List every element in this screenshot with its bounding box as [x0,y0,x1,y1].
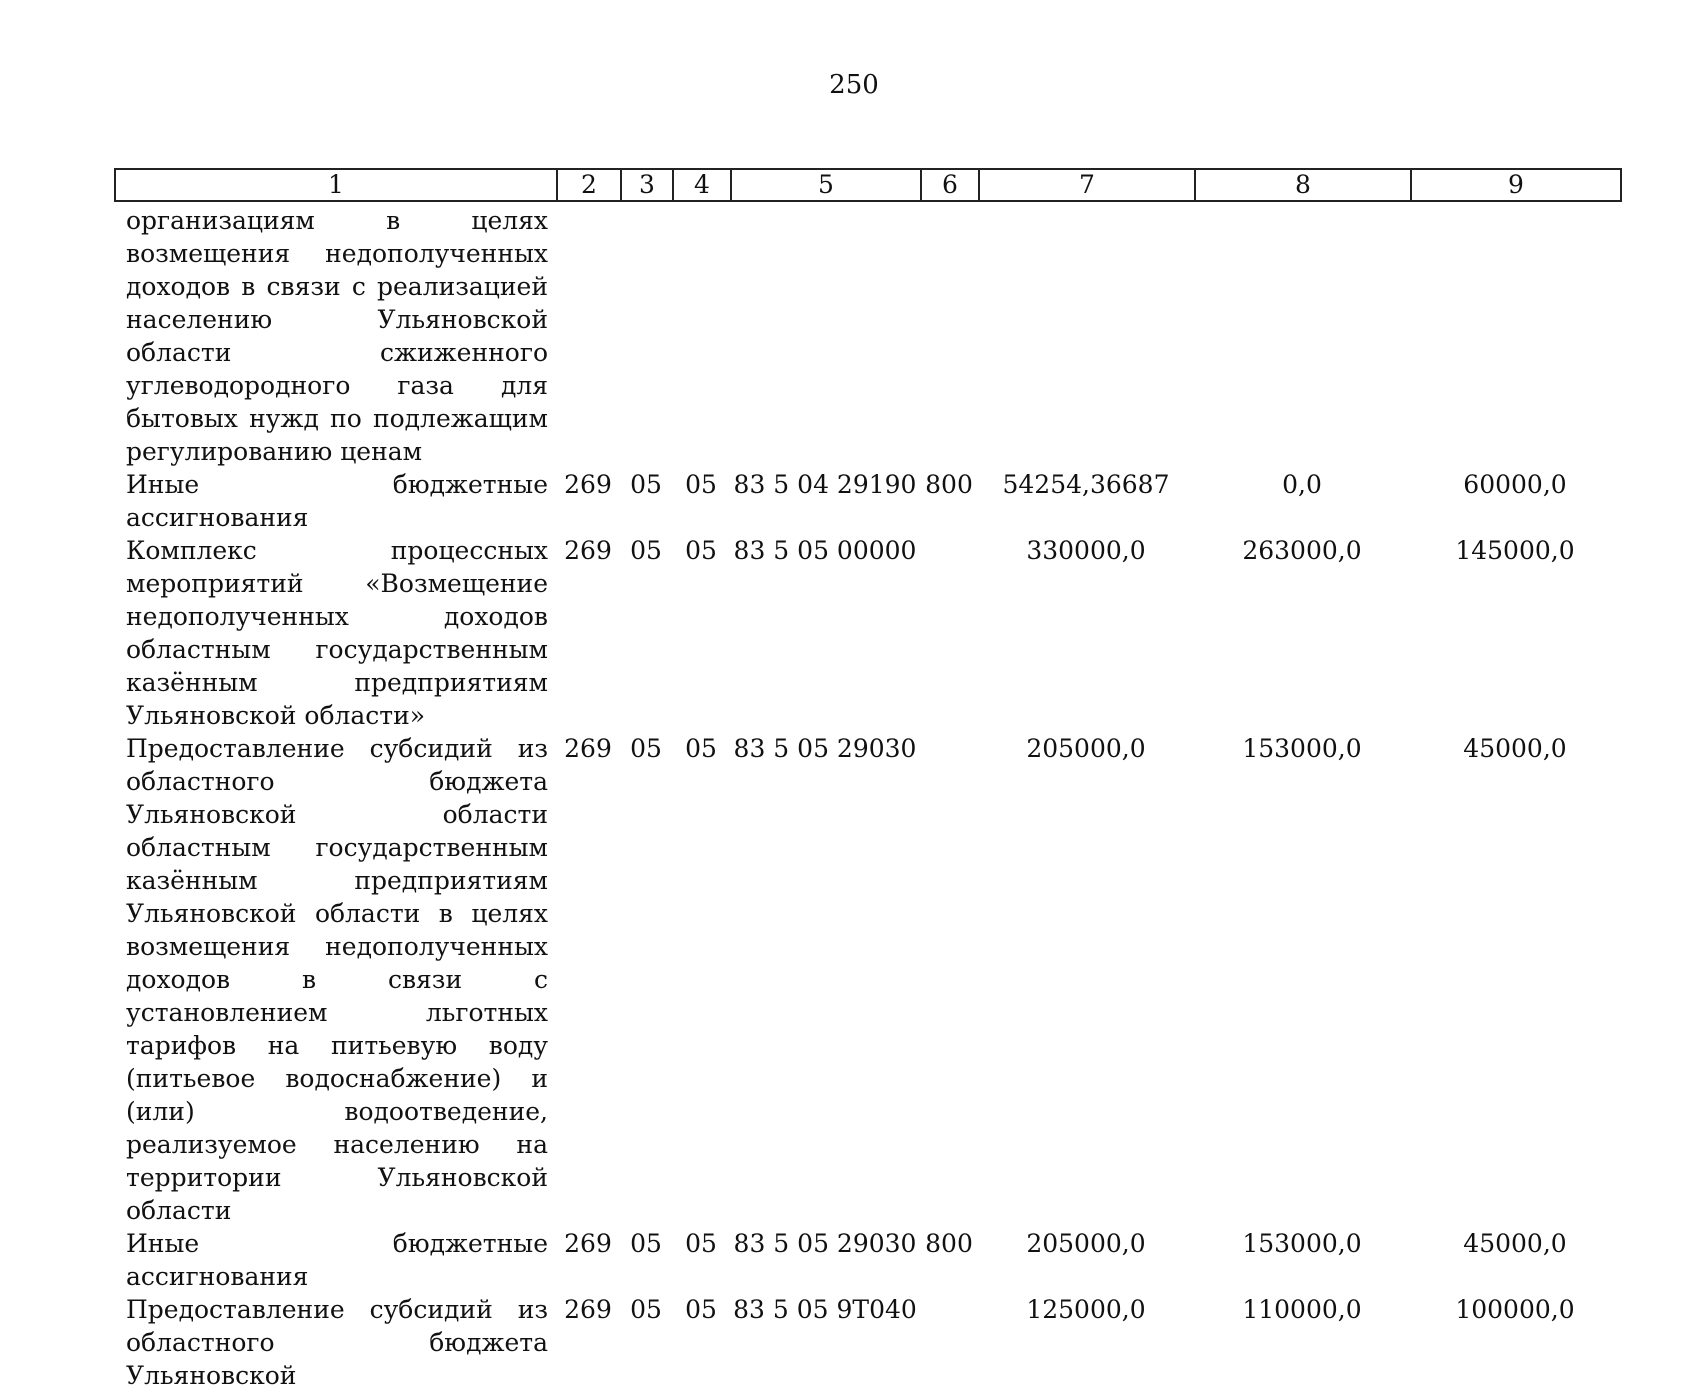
row-amount-year-3: 45000,0 [1463,734,1567,763]
table-row [114,468,1620,534]
row-ministry-code: 269 [564,536,612,565]
row-amount-year-2: 153000,0 [1242,1229,1362,1258]
table-row [114,1293,1620,1392]
header-col-3: 3 [621,169,673,201]
row-amount-year-3: 100000,0 [1455,1295,1575,1324]
row-expense-type: 800 [925,1229,973,1258]
header-col-5: 5 [731,169,921,201]
row-expense-type: 800 [925,470,973,499]
row-subsection: 05 [685,1229,717,1258]
row-description: Иные бюджетные ассигнования [126,1229,548,1291]
row-subsection: 05 [685,536,717,565]
header-col-4: 4 [673,169,731,201]
row-amount-year-1 [978,204,1194,468]
row-expense-type [920,732,978,1227]
row-section: 05 [630,536,662,565]
table-row [114,1227,1620,1293]
row-amount-year-3 [1410,204,1620,468]
row-amount-year-2: 153000,0 [1242,734,1362,763]
row-ministry-code: 269 [564,734,612,763]
header-col-2: 2 [557,169,621,201]
page-number: 250 [829,70,879,100]
row-target-article [730,204,920,468]
row-subsection: 05 [685,470,717,499]
row-amount-year-3: 45000,0 [1463,1229,1567,1258]
row-description: Предоставление субсидий из областного бюджета Ульяновской области областным государственным казённым предприятиям Ульяновской области в целях возмещения недополученных доходов в связи с установлением льготных тарифов на питьевую воду (питьевое водоснабжение) и (или) водоотведение, реализуемое населению на территории Ульяновской области [126,734,548,1225]
row-subsection [672,204,730,468]
header-col-1: 1 [115,169,557,201]
row-ministry-code: 269 [564,470,612,499]
row-amount-year-1: 330000,0 [1026,536,1146,565]
row-section [620,204,672,468]
row-amount-year-2: 110000,0 [1242,1295,1362,1324]
table-row [114,732,1620,1227]
row-amount-year-2: 263000,0 [1242,536,1362,565]
row-ministry-code [556,204,620,468]
row-target-article: 83 5 05 00000 [733,536,917,565]
row-amount-year-1: 125000,0 [1026,1295,1146,1324]
row-description: организациям в целях возмещения недополученных доходов в связи с реализацией населению Ульяновской области сжиженного углеводородного газа для бытовых нужд по подлежащим регулированию ценам [126,206,548,466]
row-subsection: 05 [685,1295,717,1324]
header-col-8: 8 [1195,169,1411,201]
row-section: 05 [630,470,662,499]
row-ministry-code: 269 [564,1295,612,1324]
row-target-article: 83 5 04 29190 [733,470,917,499]
row-amount-year-1: 205000,0 [1026,734,1146,763]
row-expense-type [920,534,978,732]
header-col-7: 7 [979,169,1195,201]
row-expense-type [920,204,978,468]
row-target-article: 83 5 05 29030 [733,734,917,763]
table-row [114,534,1620,732]
column-header-table [114,168,1622,202]
row-section: 05 [630,1295,662,1324]
row-subsection: 05 [685,734,717,763]
row-expense-type [920,1293,978,1392]
row-amount-year-1: 205000,0 [1026,1229,1146,1258]
row-amount-year-2: 0,0 [1282,470,1322,499]
row-amount-year-3: 145000,0 [1455,536,1575,565]
row-section: 05 [630,1229,662,1258]
row-description: Предоставление субсидий из областного бюджета Ульяновской [126,1295,548,1390]
header-row [115,169,1621,201]
row-target-article: 83 5 05 29030 [733,1229,917,1258]
row-description: Иные бюджетные ассигнования [126,470,548,532]
table-row [114,204,1620,468]
row-ministry-code: 269 [564,1229,612,1258]
budget-table-body [114,204,1620,1392]
row-amount-year-2 [1194,204,1410,468]
header-col-6: 6 [921,169,979,201]
row-amount-year-1: 54254,36687 [1002,470,1170,499]
row-amount-year-3: 60000,0 [1463,470,1567,499]
row-description: Комплекс процессных мероприятий «Возмещение недополученных доходов областным государственным казённым предприятиям Ульяновской области» [126,536,548,730]
header-col-9: 9 [1411,169,1621,201]
row-section: 05 [630,734,662,763]
row-target-article: 83 5 05 9Т040 [733,1295,917,1324]
